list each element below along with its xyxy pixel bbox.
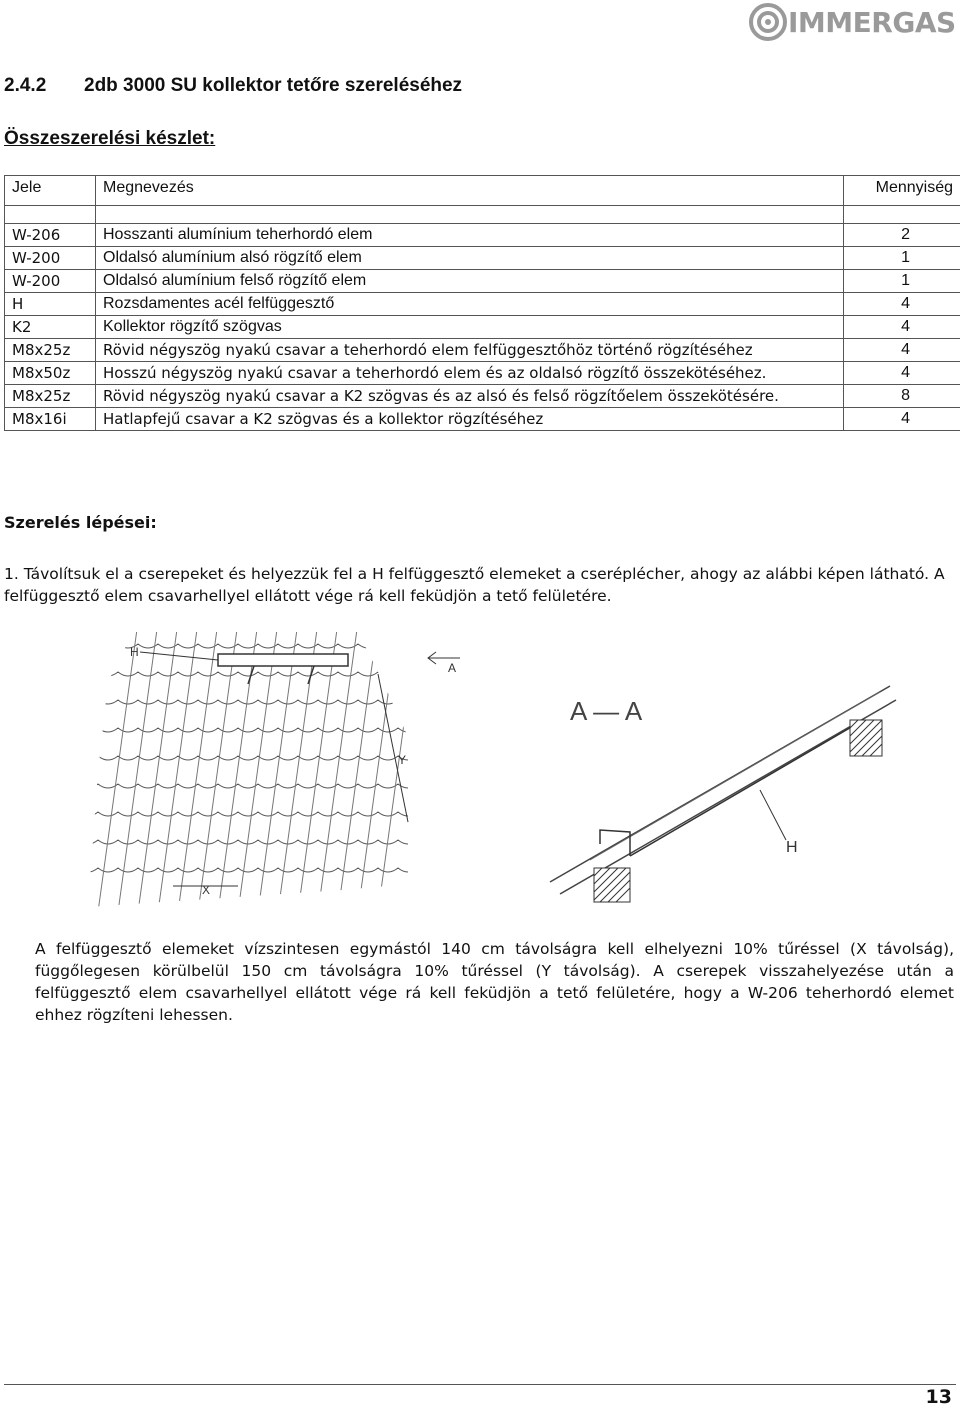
part-code: M8x25z: [5, 339, 96, 362]
step-1-text: 1. Távolítsuk el a cserepeket és helyezzük fel a H felfüggesztő elemeket a cseréplécher, ahogy az alábbi képen látható. A felfüggesztő elem csavarhellyel ellátott vége rá kell feküdjön a tető felületére.: [4, 565, 945, 605]
table-row: [5, 224, 960, 247]
immergas-logo: [748, 2, 954, 42]
figure-label-y: Y: [398, 753, 407, 767]
table-row: [5, 270, 960, 293]
part-name: Oldalsó alumínium alsó rögzítő elem: [96, 247, 844, 270]
footer-divider: [4, 1384, 956, 1385]
part-name: Hosszú négyszög nyakú csavar a teherhordó elem és az oldalsó rögzítő összekötéséhez.: [96, 362, 844, 385]
part-name: Rozsdamentes acél felfüggesztő: [96, 293, 844, 316]
parts-table: [4, 175, 960, 431]
figure-label-h: H: [130, 645, 139, 659]
table-row: [5, 408, 960, 431]
table-row: [5, 293, 960, 316]
section-number: 2.4.2: [4, 75, 47, 96]
section-heading: [4, 75, 462, 97]
part-name: Rövid négyszög nyakú csavar a teherhordó elem felfüggesztőhöz történő rögzítéséhez: [96, 339, 844, 362]
instruction-paragraph: A felfüggesztő elemeket vízszintesen egymástól 140 cm távolságra kell elhelyezni 10% tűréssel (X távolság), függőlegesen körülbelül 150 cm távolságra 10% tűréssel (Y távolság). A cserepek visszahelyezése után a felfüggesztő elem csavarhellyel ellátott vége rá kell feküdjön a tető felületére, hogy a W-206 teherhordó elemet ehhez rögzíteni lehessen.: [35, 940, 954, 1024]
part-code: W-200: [5, 247, 96, 270]
part-code: K2: [5, 316, 96, 339]
part-qty: 4: [844, 293, 960, 316]
header-name: Megnevezés: [96, 176, 844, 206]
steps-heading: Szerelés lépései:: [4, 513, 157, 532]
table-row: [5, 316, 960, 339]
part-qty: 4: [844, 339, 960, 362]
kit-heading: Összeszerelési készlet:: [4, 128, 216, 149]
table-header-row: [5, 176, 960, 206]
table-row: [5, 247, 960, 270]
logo-text: IMMERGAS: [788, 6, 956, 39]
part-name: Hosszanti alumínium teherhordó elem: [96, 224, 844, 247]
part-code: M8x16i: [5, 408, 96, 431]
header-qty: Mennyiség: [844, 176, 960, 206]
part-qty: 1: [844, 270, 960, 293]
table-row: [5, 385, 960, 408]
header-code: Jele: [5, 176, 96, 206]
part-name: Kollektor rögzítő szögvas: [96, 316, 844, 339]
logo-emblem-icon: [748, 2, 788, 42]
part-name: Hatlapfejű csavar a K2 szögvas és a kollektor rögzítéséhez: [96, 408, 844, 431]
table-row: [5, 339, 960, 362]
part-qty: 4: [844, 362, 960, 385]
part-qty: 1: [844, 247, 960, 270]
part-qty: 2: [844, 224, 960, 247]
page-number: 13: [925, 1386, 952, 1408]
part-name: Oldalsó alumínium felső rögzítő elem: [96, 270, 844, 293]
figure-label-x: X: [202, 883, 211, 897]
section-label: A — A: [570, 696, 643, 726]
table-row: [5, 362, 960, 385]
part-code: W-200: [5, 270, 96, 293]
section-title: 2db 3000 SU kollektor tetőre szereléséhez: [84, 75, 463, 96]
part-qty: 4: [844, 316, 960, 339]
part-qty: 4: [844, 408, 960, 431]
part-code: H: [5, 293, 96, 316]
part-qty: 8: [844, 385, 960, 408]
section-a-a-figure: [530, 672, 902, 914]
section-label-h: H: [786, 839, 798, 856]
table-spacer-row: [5, 206, 960, 224]
part-code: M8x50z: [5, 362, 96, 385]
figure-label-a: A: [448, 661, 457, 675]
roof-tiles-figure: [78, 622, 462, 912]
part-code: M8x25z: [5, 385, 96, 408]
part-name: Rövid négyszög nyakú csavar a K2 szögvas és az alsó és felső rögzítőelem összekötésére.: [96, 385, 844, 408]
part-code: W-206: [5, 224, 96, 247]
